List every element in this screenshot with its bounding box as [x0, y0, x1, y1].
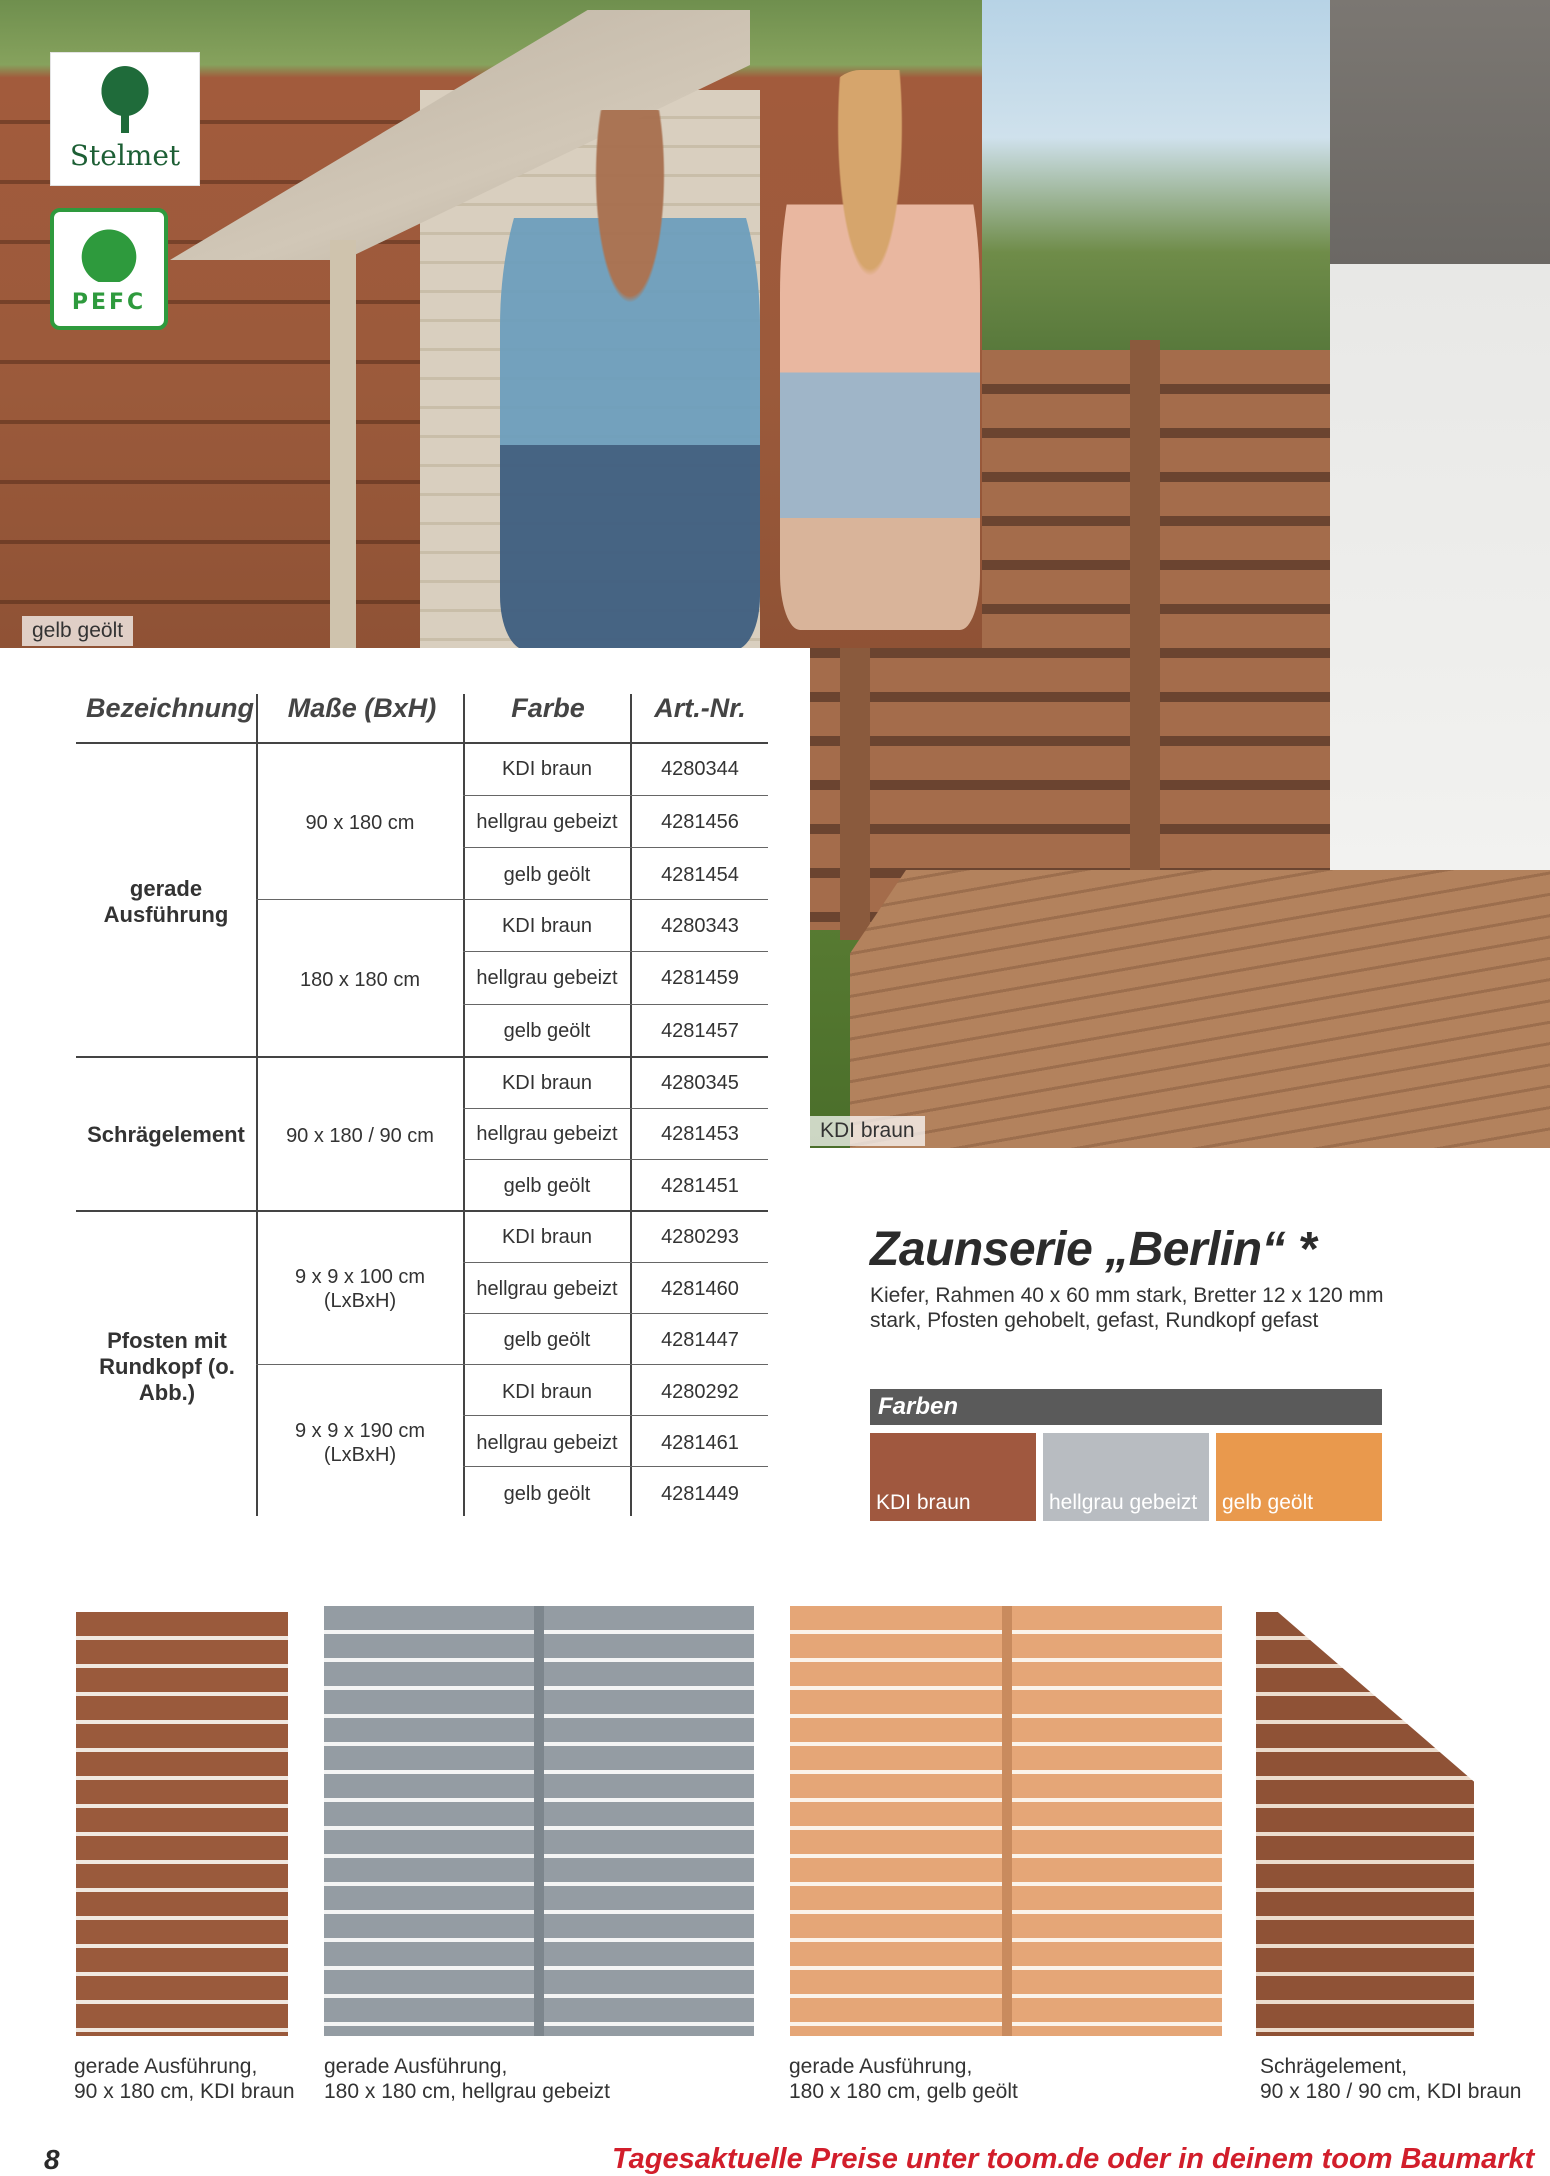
row-farbe: gelb geölt — [503, 1483, 591, 1505]
row-artnr: 4281449 — [661, 1483, 739, 1505]
page-number: 8 — [44, 2144, 60, 2175]
row-farbe: KDI braun — [501, 1226, 593, 1248]
header-bezeichnung: Bezeichnung — [85, 693, 254, 723]
row-farbe: KDI braun — [501, 1072, 593, 1094]
caption-product-2: gerade Ausführung, 180 x 180 cm, hellgrau gebeizt — [324, 2055, 611, 2103]
row-farbe: hellgrau gebeizt — [476, 1432, 618, 1454]
group-schraeg: Schrägelement — [87, 1122, 245, 1147]
pefc-logo: PEFC — [50, 208, 168, 330]
row-farbe: hellgrau gebeizt — [476, 967, 618, 989]
photo-caption-right: KDI braun — [810, 1116, 925, 1146]
row-farbe: gelb geölt — [503, 1175, 591, 1197]
row-artnr: 4280292 — [661, 1381, 739, 1403]
product-image-90x180-kdi — [76, 1612, 288, 2036]
header-masse: Maße (BxH) — [287, 693, 437, 723]
swatch-kdi-braun: KDI braun — [870, 1433, 1036, 1521]
row-artnr: 4280343 — [661, 915, 739, 937]
size-90x180: 90 x 180 cm — [305, 812, 415, 834]
row-farbe: KDI braun — [501, 1381, 593, 1403]
row-artnr: 4281454 — [661, 864, 739, 886]
row-farbe: KDI braun — [501, 758, 593, 780]
row-farbe: hellgrau gebeizt — [476, 1278, 618, 1300]
size-180x180: 180 x 180 cm — [299, 969, 421, 991]
row-farbe: hellgrau gebeizt — [476, 811, 618, 833]
product-title: Zaunserie „Berlin“ * — [870, 1223, 1317, 1276]
header-artnr: Art.-Nr. — [654, 693, 746, 723]
row-artnr: 4281461 — [661, 1432, 739, 1454]
colors-heading: Farben — [878, 1393, 959, 1420]
row-farbe: KDI braun — [501, 915, 593, 937]
row-artnr: 4281456 — [661, 811, 739, 833]
swatch-gelb: gelb geölt — [1216, 1433, 1382, 1521]
size-9x9x100: 9 x 9 x 100 cm (LxBxH) — [294, 1266, 426, 1312]
row-farbe: gelb geölt — [503, 1329, 591, 1351]
group-pfosten: Pfosten mit Rundkopf (o. Abb.) — [99, 1328, 235, 1405]
row-artnr: 4281447 — [661, 1329, 739, 1351]
product-image-schraeg-kdi — [1256, 1612, 1474, 2036]
row-artnr: 4281460 — [661, 1278, 739, 1300]
group-gerade: gerade Ausführung — [103, 876, 229, 927]
row-artnr: 4280293 — [661, 1226, 739, 1248]
row-farbe: hellgrau gebeizt — [476, 1123, 618, 1145]
row-farbe: gelb geölt — [503, 1020, 591, 1042]
row-artnr: 4280345 — [661, 1072, 739, 1094]
header-farbe: Farbe — [511, 693, 585, 723]
stelmet-logo: Stelmet — [50, 52, 200, 186]
row-artnr: 4281453 — [661, 1123, 739, 1145]
caption-product-1: gerade Ausführung, 90 x 180 cm, KDI braun — [74, 2055, 295, 2103]
product-image-180x180-grau — [324, 1606, 754, 2036]
row-artnr: 4281459 — [661, 967, 739, 989]
product-description: Kiefer, Rahmen 40 x 60 mm stark, Bretter 12 x 120 mm stark, Pfosten gehobelt, gefast, Rundkopf gefast — [870, 1284, 1384, 1332]
photo-caption-left: gelb geölt — [22, 616, 133, 646]
product-image-180x180-gelb — [790, 1606, 1222, 2036]
row-artnr: 4280344 — [661, 758, 739, 780]
caption-product-4: Schrägelement, 90 x 180 / 90 cm, KDI braun — [1260, 2055, 1522, 2103]
row-farbe: gelb geölt — [503, 864, 591, 886]
pefc-tree-icon — [76, 226, 142, 282]
footer-slogan: Tagesaktuelle Preise unter toom.de oder in deinem toom Baumarkt — [612, 2143, 1535, 2175]
row-artnr: 4281457 — [661, 1020, 739, 1042]
row-artnr: 4281451 — [661, 1175, 739, 1197]
caption-product-3: gerade Ausführung, 180 x 180 cm, gelb geölt — [789, 2055, 1018, 2103]
swatch-hellgrau: hellgrau gebeizt — [1043, 1433, 1209, 1521]
size-9x9x190: 9 x 9 x 190 cm (LxBxH) — [294, 1420, 426, 1466]
size-90x180-90: 90 x 180 / 90 cm — [286, 1125, 434, 1147]
